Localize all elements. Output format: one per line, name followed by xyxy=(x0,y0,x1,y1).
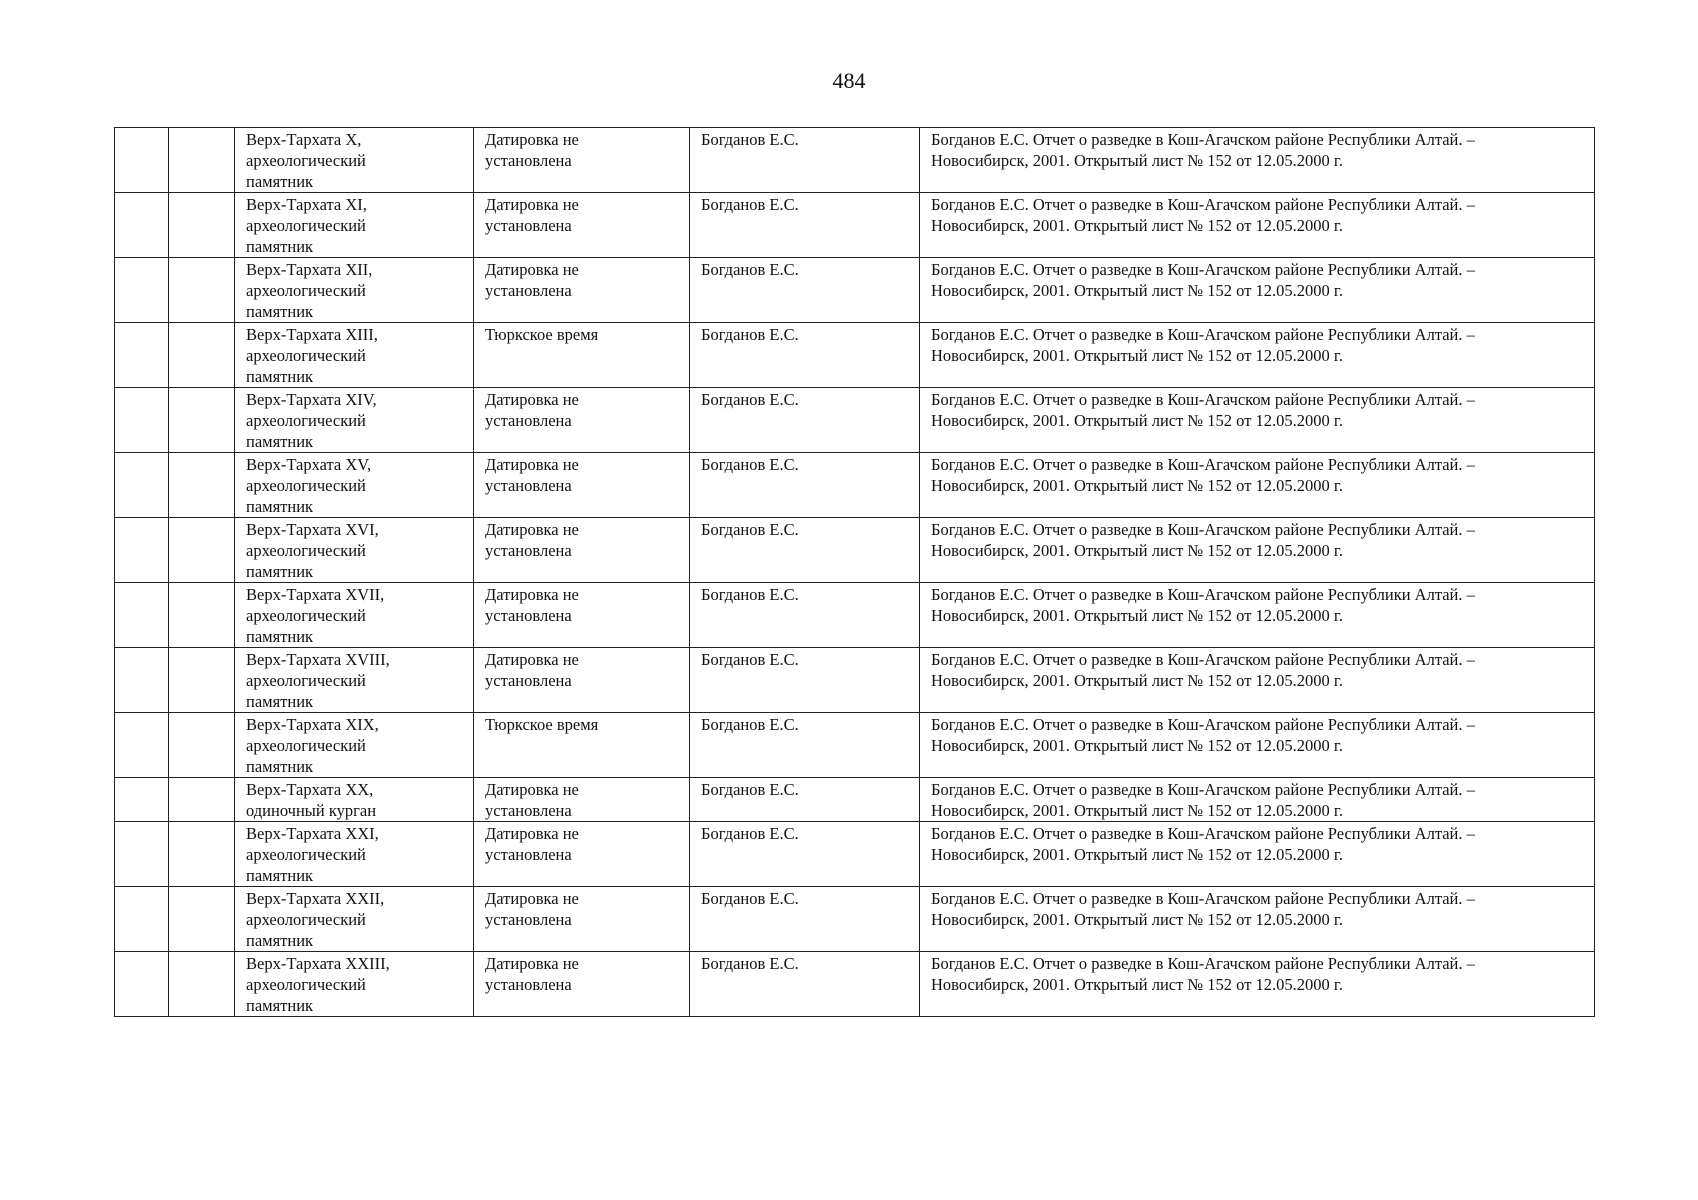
cell-dating xyxy=(474,822,690,887)
cell-monument-name-line: Верх-Тархата XVII, xyxy=(246,585,385,604)
cell-index xyxy=(115,887,169,952)
cell-dating-line: Датировка не xyxy=(485,585,579,604)
cell-monument-name-line: памятник xyxy=(246,367,314,386)
table-row xyxy=(115,952,1595,1017)
cell-monument-name-line: Верх-Тархата XV, xyxy=(246,455,372,474)
cell-code xyxy=(169,193,235,258)
cell-author: Богданов Е.С. xyxy=(690,887,920,952)
table-row xyxy=(115,518,1595,583)
cell-dating-line: Тюркское время xyxy=(485,715,599,734)
cell-dating-line: установлена xyxy=(485,151,572,170)
cell-index xyxy=(115,778,169,822)
cell-source xyxy=(920,583,1595,648)
cell-source-line: Богданов Е.С. Отчет о разведке в Кош-Агачском районе Республики Алтай. – xyxy=(931,780,1475,799)
cell-monument-name xyxy=(235,583,474,648)
cell-monument-name-line: памятник xyxy=(246,237,314,256)
cell-source xyxy=(920,648,1595,713)
cell-author: Богданов Е.С. xyxy=(690,648,920,713)
cell-dating-line: Датировка не xyxy=(485,824,579,843)
cell-source-line: Богданов Е.С. Отчет о разведке в Кош-Агачском районе Республики Алтай. – xyxy=(931,954,1475,973)
cell-monument-name-line: памятник xyxy=(246,432,314,451)
cell-monument-name xyxy=(235,887,474,952)
cell-index xyxy=(115,193,169,258)
cell-dating-line: Датировка не xyxy=(485,195,579,214)
table-row xyxy=(115,648,1595,713)
cell-monument-name xyxy=(235,323,474,388)
cell-author: Богданов Е.С. xyxy=(690,518,920,583)
cell-source-line: Богданов Е.С. Отчет о разведке в Кош-Агачском районе Республики Алтай. – xyxy=(931,130,1475,149)
cell-monument-name xyxy=(235,128,474,193)
cell-dating-line: Датировка не xyxy=(485,390,579,409)
cell-source-line: Новосибирск, 2001. Открытый лист № 152 от 12.05.2000 г. xyxy=(931,606,1343,625)
cell-monument-name-line: памятник xyxy=(246,562,314,581)
cell-source-line: Новосибирск, 2001. Открытый лист № 152 от 12.05.2000 г. xyxy=(931,281,1343,300)
table-row xyxy=(115,583,1595,648)
cell-dating-line: Датировка не xyxy=(485,455,579,474)
cell-code xyxy=(169,128,235,193)
cell-monument-name-line: памятник xyxy=(246,931,314,950)
cell-source-line: Новосибирск, 2001. Открытый лист № 152 от 12.05.2000 г. xyxy=(931,151,1343,170)
table-row xyxy=(115,713,1595,778)
cell-dating-line: Датировка не xyxy=(485,650,579,669)
cell-index xyxy=(115,822,169,887)
cell-monument-name xyxy=(235,713,474,778)
cell-dating xyxy=(474,583,690,648)
table-row xyxy=(115,128,1595,193)
table-row xyxy=(115,778,1595,822)
cell-dating-line: установлена xyxy=(485,801,572,820)
cell-dating-line: Датировка не xyxy=(485,954,579,973)
cell-monument-name xyxy=(235,822,474,887)
cell-source xyxy=(920,713,1595,778)
cell-monument-name-line: Верх-Тархата XIV, xyxy=(246,390,377,409)
cell-monument-name-line: одиночный курган xyxy=(246,801,377,820)
cell-dating xyxy=(474,193,690,258)
cell-monument-name xyxy=(235,193,474,258)
cell-dating-line: установлена xyxy=(485,281,572,300)
cell-dating xyxy=(474,518,690,583)
cell-source-line: Богданов Е.С. Отчет о разведке в Кош-Агачском районе Республики Алтай. – xyxy=(931,325,1475,344)
cell-monument-name-line: археологический xyxy=(246,281,366,300)
cell-source xyxy=(920,952,1595,1017)
cell-monument-name-line: археологический xyxy=(246,541,366,560)
cell-monument-name xyxy=(235,778,474,822)
cell-dating xyxy=(474,887,690,952)
cell-dating-line: установлена xyxy=(485,411,572,430)
cell-monument-name xyxy=(235,518,474,583)
cell-source-line: Богданов Е.С. Отчет о разведке в Кош-Агачском районе Республики Алтай. – xyxy=(931,455,1475,474)
cell-index xyxy=(115,388,169,453)
cell-source-line: Новосибирск, 2001. Открытый лист № 152 от 12.05.2000 г. xyxy=(931,541,1343,560)
cell-monument-name-line: археологический xyxy=(246,151,366,170)
cell-dating-line: установлена xyxy=(485,541,572,560)
cell-dating-line: установлена xyxy=(485,845,572,864)
cell-monument-name-line: Верх-Тархата XVI, xyxy=(246,520,379,539)
cell-source-line: Богданов Е.С. Отчет о разведке в Кош-Агачском районе Республики Алтай. – xyxy=(931,824,1475,843)
cell-dating-line: Датировка не xyxy=(485,520,579,539)
cell-source-line: Новосибирск, 2001. Открытый лист № 152 от 12.05.2000 г. xyxy=(931,346,1343,365)
cell-source xyxy=(920,778,1595,822)
cell-monument-name-line: археологический xyxy=(246,476,366,495)
cell-source-line: Новосибирск, 2001. Открытый лист № 152 от 12.05.2000 г. xyxy=(931,801,1343,820)
cell-dating-line: Датировка не xyxy=(485,780,579,799)
cell-author: Богданов Е.С. xyxy=(690,258,920,323)
cell-dating-line: установлена xyxy=(485,606,572,625)
cell-index xyxy=(115,518,169,583)
cell-monument-name-line: памятник xyxy=(246,497,314,516)
cell-dating-line: установлена xyxy=(485,216,572,235)
cell-source xyxy=(920,822,1595,887)
cell-source-line: Богданов Е.С. Отчет о разведке в Кош-Агачском районе Республики Алтай. – xyxy=(931,585,1475,604)
cell-author: Богданов Е.С. xyxy=(690,128,920,193)
cell-source-line: Новосибирск, 2001. Открытый лист № 152 от 12.05.2000 г. xyxy=(931,736,1343,755)
cell-dating-line: установлена xyxy=(485,975,572,994)
cell-source xyxy=(920,258,1595,323)
cell-monument-name-line: археологический xyxy=(246,216,366,235)
cell-author: Богданов Е.С. xyxy=(690,822,920,887)
cell-source xyxy=(920,128,1595,193)
cell-source xyxy=(920,887,1595,952)
cell-source-line: Богданов Е.С. Отчет о разведке в Кош-Агачском районе Республики Алтай. – xyxy=(931,889,1475,908)
cell-monument-name-line: памятник xyxy=(246,996,314,1015)
cell-monument-name xyxy=(235,648,474,713)
cell-index xyxy=(115,453,169,518)
cell-monument-name-line: памятник xyxy=(246,172,314,191)
cell-source xyxy=(920,453,1595,518)
cell-monument-name-line: археологический xyxy=(246,736,366,755)
cell-source-line: Богданов Е.С. Отчет о разведке в Кош-Агачском районе Республики Алтай. – xyxy=(931,195,1475,214)
table-row xyxy=(115,887,1595,952)
cell-author: Богданов Е.С. xyxy=(690,453,920,518)
cell-code xyxy=(169,323,235,388)
cell-monument-name xyxy=(235,388,474,453)
cell-source xyxy=(920,193,1595,258)
cell-monument-name-line: археологический xyxy=(246,411,366,430)
cell-monument-name-line: Верх-Тархата XXI, xyxy=(246,824,379,843)
cell-author: Богданов Е.С. xyxy=(690,323,920,388)
cell-monument-name-line: археологический xyxy=(246,845,366,864)
cell-index xyxy=(115,583,169,648)
cell-source-line: Новосибирск, 2001. Открытый лист № 152 от 12.05.2000 г. xyxy=(931,975,1343,994)
cell-author: Богданов Е.С. xyxy=(690,193,920,258)
cell-source xyxy=(920,388,1595,453)
cell-author: Богданов Е.С. xyxy=(690,583,920,648)
cell-monument-name-line: Верх-Тархата XX, xyxy=(246,780,374,799)
cell-source-line: Богданов Е.С. Отчет о разведке в Кош-Агачском районе Республики Алтай. – xyxy=(931,715,1475,734)
cell-monument-name-line: памятник xyxy=(246,866,314,885)
cell-index xyxy=(115,952,169,1017)
cell-dating xyxy=(474,388,690,453)
cell-monument-name-line: археологический xyxy=(246,346,366,365)
cell-index xyxy=(115,258,169,323)
monuments-table xyxy=(114,127,1595,1017)
cell-monument-name-line: памятник xyxy=(246,627,314,646)
cell-monument-name-line: Верх-Тархата XVIII, xyxy=(246,650,390,669)
cell-source-line: Богданов Е.С. Отчет о разведке в Кош-Агачском районе Республики Алтай. – xyxy=(931,390,1475,409)
cell-monument-name-line: памятник xyxy=(246,302,314,321)
cell-dating-line: установлена xyxy=(485,671,572,690)
cell-author: Богданов Е.С. xyxy=(690,952,920,1017)
cell-code xyxy=(169,453,235,518)
cell-monument-name-line: Верх-Тархата XIII, xyxy=(246,325,378,344)
cell-source-line: Новосибирск, 2001. Открытый лист № 152 от 12.05.2000 г. xyxy=(931,910,1343,929)
cell-code xyxy=(169,887,235,952)
cell-code xyxy=(169,822,235,887)
cell-dating-line: Датировка не xyxy=(485,260,579,279)
cell-source-line: Новосибирск, 2001. Открытый лист № 152 от 12.05.2000 г. xyxy=(931,845,1343,864)
cell-monument-name-line: Верх-Тархата XXIII, xyxy=(246,954,390,973)
cell-source xyxy=(920,518,1595,583)
cell-monument-name-line: Верх-Тархата X, xyxy=(246,130,362,149)
cell-source-line: Богданов Е.С. Отчет о разведке в Кош-Агачском районе Республики Алтай. – xyxy=(931,520,1475,539)
cell-dating xyxy=(474,778,690,822)
cell-dating xyxy=(474,258,690,323)
cell-dating-line: Датировка не xyxy=(485,130,579,149)
cell-dating xyxy=(474,323,690,388)
cell-source-line: Новосибирск, 2001. Открытый лист № 152 от 12.05.2000 г. xyxy=(931,671,1343,690)
cell-monument-name-line: археологический xyxy=(246,671,366,690)
cell-monument-name-line: археологический xyxy=(246,975,366,994)
cell-code xyxy=(169,713,235,778)
cell-code xyxy=(169,518,235,583)
cell-index xyxy=(115,648,169,713)
cell-monument-name-line: Верх-Тархата XXII, xyxy=(246,889,385,908)
cell-monument-name-line: Верх-Тархата XI, xyxy=(246,195,367,214)
cell-dating-line: установлена xyxy=(485,476,572,495)
page-number: 484 xyxy=(832,68,866,93)
cell-monument-name-line: памятник xyxy=(246,692,314,711)
cell-monument-name xyxy=(235,258,474,323)
cell-monument-name-line: археологический xyxy=(246,910,366,929)
cell-code xyxy=(169,583,235,648)
cell-monument-name-line: археологический xyxy=(246,606,366,625)
cell-author: Богданов Е.С. xyxy=(690,713,920,778)
cell-author: Богданов Е.С. xyxy=(690,388,920,453)
table-row xyxy=(115,193,1595,258)
cell-dating xyxy=(474,648,690,713)
cell-monument-name-line: памятник xyxy=(246,757,314,776)
cell-code xyxy=(169,388,235,453)
cell-monument-name-line: Верх-Тархата XII, xyxy=(246,260,373,279)
cell-index xyxy=(115,713,169,778)
cell-source-line: Новосибирск, 2001. Открытый лист № 152 от 12.05.2000 г. xyxy=(931,476,1343,495)
cell-code xyxy=(169,778,235,822)
table-row xyxy=(115,453,1595,518)
cell-dating xyxy=(474,453,690,518)
cell-monument-name-line: Верх-Тархата XIX, xyxy=(246,715,379,734)
cell-monument-name xyxy=(235,952,474,1017)
cell-code xyxy=(169,952,235,1017)
cell-dating-line: Тюркское время xyxy=(485,325,599,344)
cell-dating-line: установлена xyxy=(485,910,572,929)
cell-source-line: Богданов Е.С. Отчет о разведке в Кош-Агачском районе Республики Алтай. – xyxy=(931,650,1475,669)
cell-dating xyxy=(474,952,690,1017)
cell-source xyxy=(920,323,1595,388)
cell-index xyxy=(115,128,169,193)
table-row xyxy=(115,323,1595,388)
cell-dating xyxy=(474,128,690,193)
cell-source-line: Новосибирск, 2001. Открытый лист № 152 от 12.05.2000 г. xyxy=(931,216,1343,235)
table-row xyxy=(115,388,1595,453)
cell-index xyxy=(115,323,169,388)
cell-monument-name xyxy=(235,453,474,518)
cell-source-line: Новосибирск, 2001. Открытый лист № 152 от 12.05.2000 г. xyxy=(931,411,1343,430)
cell-code xyxy=(169,648,235,713)
cell-dating xyxy=(474,713,690,778)
cell-author: Богданов Е.С. xyxy=(690,778,920,822)
table-row xyxy=(115,258,1595,323)
table-body xyxy=(115,128,1595,1017)
cell-dating-line: Датировка не xyxy=(485,889,579,908)
cell-code xyxy=(169,258,235,323)
cell-source-line: Богданов Е.С. Отчет о разведке в Кош-Агачском районе Республики Алтай. – xyxy=(931,260,1475,279)
table-row xyxy=(115,822,1595,887)
